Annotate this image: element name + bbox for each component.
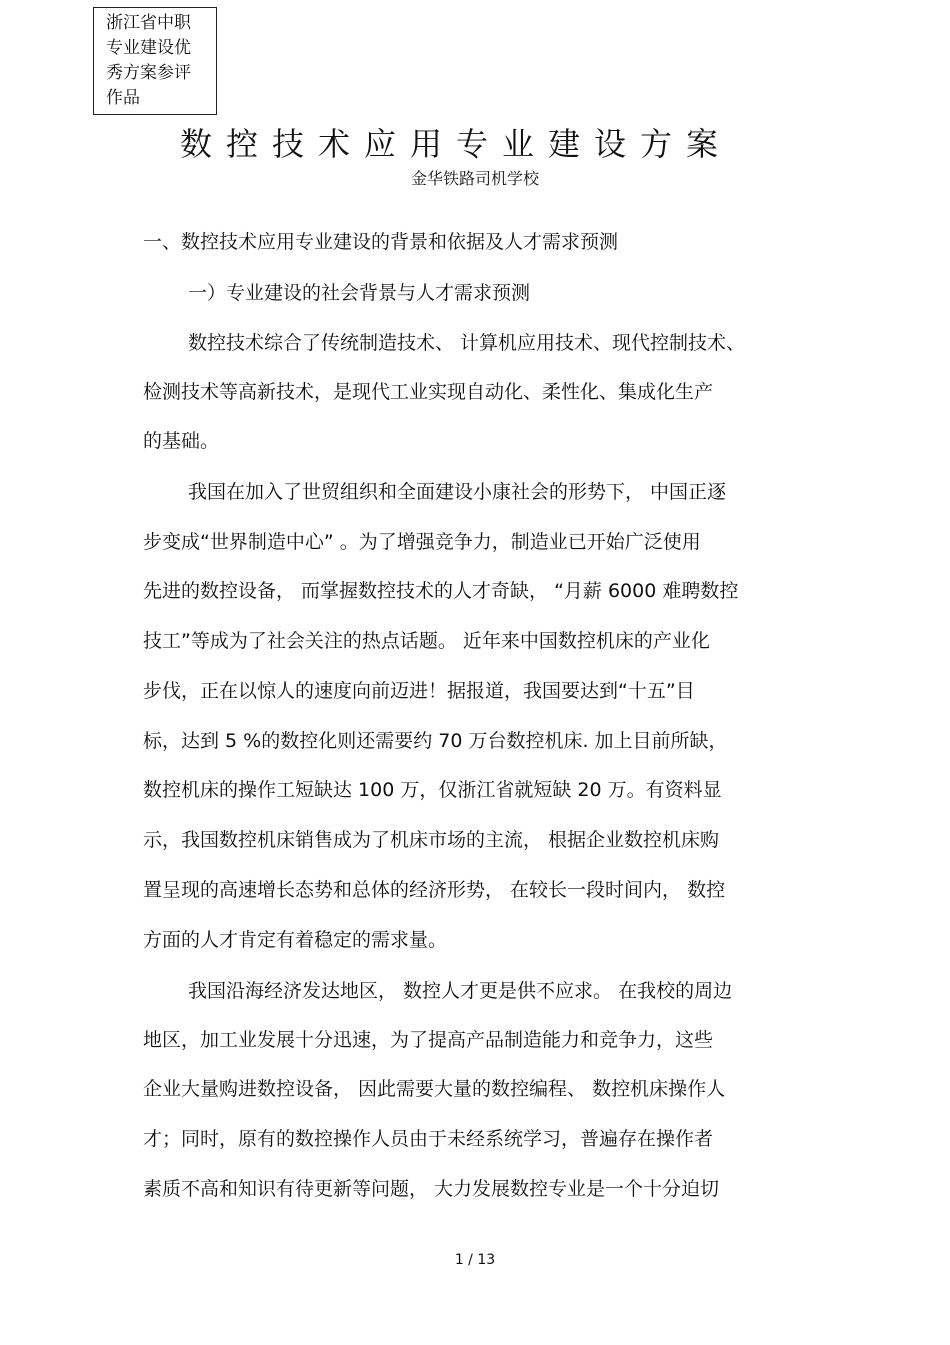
paragraph-line: 示，我国数控机床销售成为了机床市场的主流， 根据企业数控机床购: [143, 829, 720, 851]
paragraph-line: 数控机床的操作工短缺达 100 万，仅浙江省就短缺 20 万。有资料显: [143, 779, 722, 801]
paragraph-line: 先进的数控设备， 而掌握数控技术的人才奇缺， “月薪 6000 难聘数控: [143, 580, 739, 602]
paragraph-line: 步伐，正在以惊人的速度向前迈进！据报道，我国要达到“十五”目: [143, 680, 695, 702]
paragraph-line: 我国沿海经济发达地区， 数控人才更是供不应求。 在我校的周边: [188, 980, 733, 1002]
document-subtitle: 金华铁路司机学校: [410, 169, 539, 188]
paragraph-line: 企业大量购进数控设备， 因此需要大量的数控编程、 数控机床操作人: [143, 1078, 726, 1100]
paragraph-line: 标，达到 5 %的数控化则还需要约 70 万台数控机床. 加上目前所缺，: [143, 730, 728, 752]
stamp-line: 作品: [106, 88, 140, 108]
stamp-line: 浙江省中职: [106, 13, 191, 33]
paragraph-line: 方面的人才肯定有着稳定的需求量。: [143, 929, 448, 951]
paragraph-line: 技工”等成为了社会关注的热点话题。 近年来中国数控机床的产业化: [143, 630, 710, 652]
paragraph-line: 我国在加入了世贸组织和全面建设小康社会的形势下， 中国正逐: [188, 481, 727, 503]
paragraph-line: 置呈现的高速增长态势和总体的经济形势， 在较长一段时间内， 数控: [143, 879, 726, 901]
stamp-line: 专业建设优: [106, 38, 191, 58]
paragraph-line: 素质不高和知识有待更新等问题， 大力发展数控专业是一个十分迫切: [143, 1178, 720, 1200]
paragraph-line: 的基础。: [143, 430, 220, 452]
paragraph-line: 地区，加工业发展十分迅速，为了提高产品制造能力和竞争力，这些: [143, 1029, 714, 1051]
document-title: 数控技术应用专业建设方案: [180, 125, 733, 163]
stamp-line: 秀方案参评: [106, 63, 191, 83]
paragraph-line: 步变成“世界制造中心” 。为了增强竞争力，制造业已开始广泛使用: [143, 531, 701, 553]
subsection-heading: 一）专业建设的社会背景与人才需求预测: [188, 282, 531, 304]
page-indicator: 1 / 13: [454, 1252, 496, 1268]
paragraph-line: 检测技术等高新技术，是现代工业实现自动化、柔性化、集成化生产: [143, 381, 714, 403]
section-heading: 一、数控技术应用专业建设的背景和依据及人才需求预测: [143, 231, 619, 253]
paragraph-line: 才；同时，原有的数控操作人员由于未经系统学习，普遍存在操作者: [143, 1128, 714, 1150]
paragraph-line: 数控技术综合了传统制造技术、 计算机应用技术、现代控制技术、: [188, 332, 746, 354]
submission-stamp-box: [93, 7, 217, 115]
